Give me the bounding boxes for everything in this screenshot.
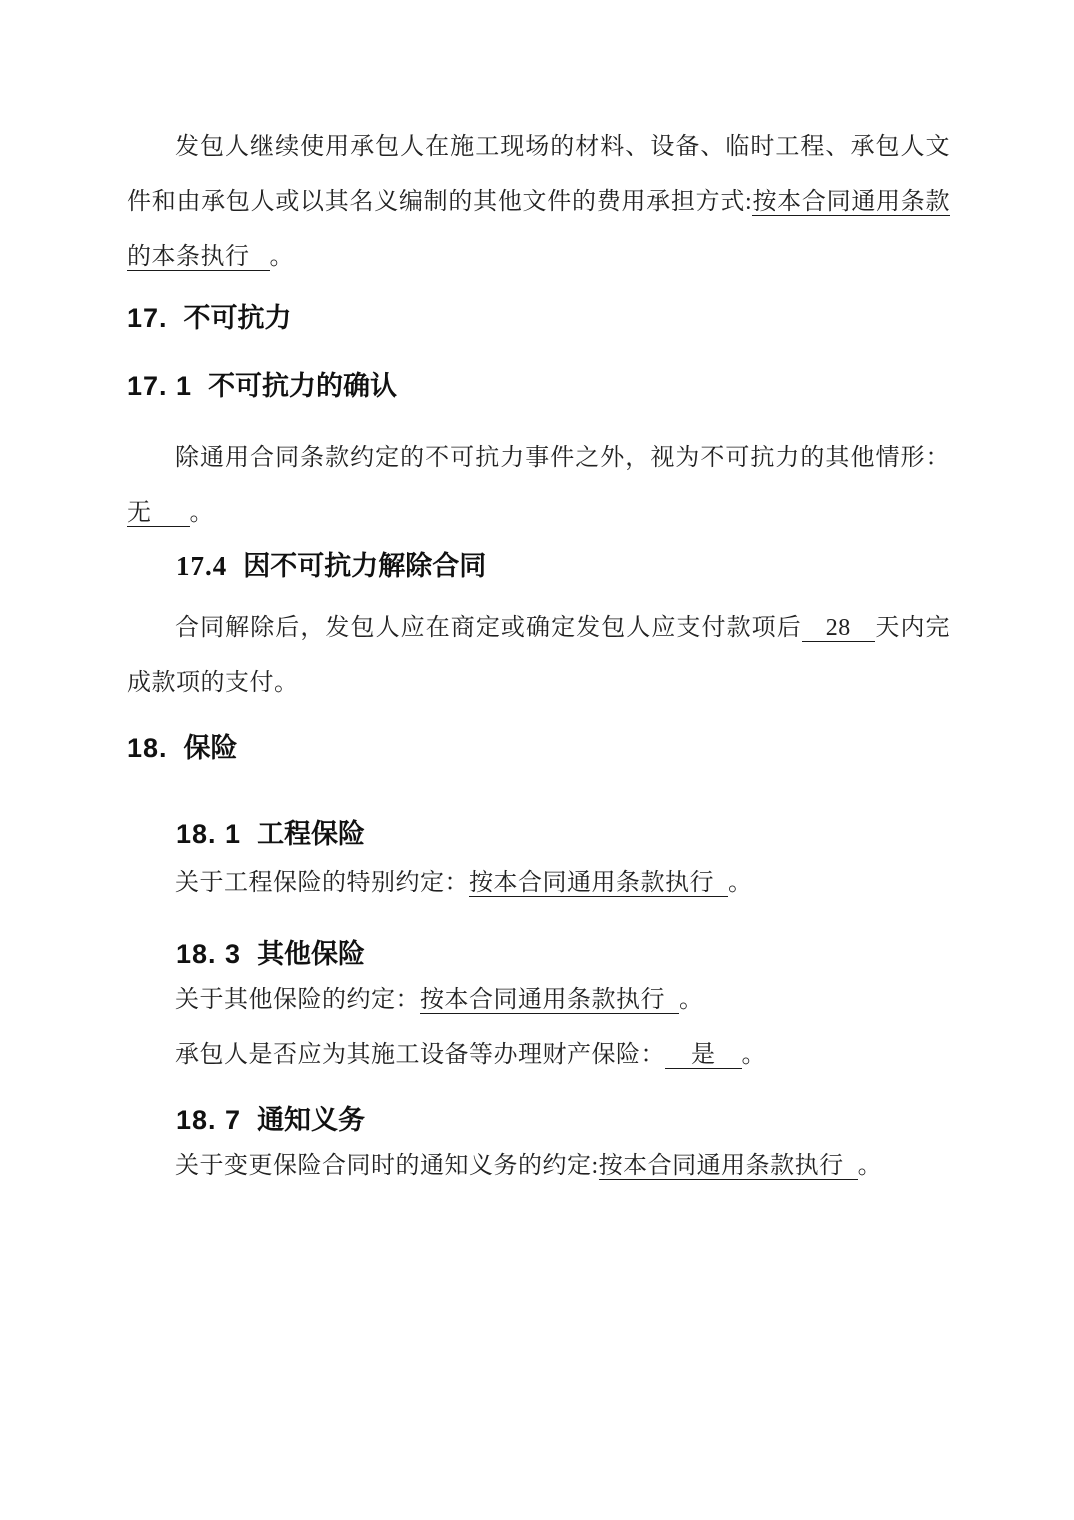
heading-number: 17.4 bbox=[176, 551, 228, 581]
heading-number: 18. 3 bbox=[176, 939, 242, 969]
paragraph-text: 。 bbox=[728, 870, 753, 896]
paragraph-notice-obligation-agreement bbox=[127, 1139, 950, 1194]
heading-number: 18. 7 bbox=[176, 1105, 242, 1135]
filled-blank-underline: 按本合同通用条款执行 bbox=[599, 1153, 858, 1180]
filled-blank-underline: 28 bbox=[802, 615, 875, 642]
paragraph-site-materials-cost bbox=[127, 120, 950, 285]
paragraph-text: 。 bbox=[857, 1153, 883, 1179]
paragraph-text: 关于其他保险的约定： bbox=[175, 987, 420, 1013]
heading-18-3-other-insurance bbox=[176, 937, 950, 971]
paragraph-text: 。 bbox=[189, 500, 214, 526]
heading-number: 18. bbox=[127, 733, 168, 763]
paragraph-force-majeure-other-cases bbox=[127, 431, 950, 541]
paragraph-text: 关于变更保险合同时的通知义务的约定: bbox=[175, 1153, 599, 1179]
paragraph-text: 。 bbox=[269, 244, 294, 270]
heading-18-7-notice-obligation bbox=[176, 1103, 950, 1137]
filled-blank-underline: 按本合同通用条款执行 bbox=[469, 870, 728, 897]
paragraph-text: 发包人继续使用承包人在施工现场的材料、设备、临时工程、承包人文件和由承包人或以其名义编制的其他文件的费用承担方式: bbox=[127, 134, 950, 215]
paragraph-engineering-insurance-agreement bbox=[127, 856, 950, 911]
heading-17-force-majeure bbox=[127, 301, 950, 335]
heading-17-1-force-majeure-confirmation bbox=[127, 369, 950, 403]
heading-18-insurance bbox=[127, 731, 950, 765]
heading-title: 不可抗力的确认 bbox=[208, 371, 398, 401]
heading-18-1-engineering-insurance bbox=[176, 817, 950, 851]
paragraph-termination-payment-days bbox=[127, 601, 950, 711]
heading-title: 保险 bbox=[183, 733, 238, 763]
paragraph-contractor-property-insurance bbox=[127, 1028, 950, 1083]
heading-number: 18. 1 bbox=[176, 819, 242, 849]
filled-blank-underline: 无 bbox=[127, 500, 190, 527]
filled-blank-underline: 按本合同通用条款的本条执行 bbox=[127, 189, 950, 270]
filled-blank-underline: 是 bbox=[665, 1042, 742, 1069]
heading-title: 不可抗力 bbox=[183, 303, 292, 333]
heading-title: 工程保险 bbox=[257, 819, 366, 849]
paragraph-other-insurance-agreement bbox=[127, 973, 950, 1028]
paragraph-text: 承包人是否应为其施工设备等办理财产保险： bbox=[175, 1042, 665, 1068]
heading-number: 17. 1 bbox=[127, 371, 193, 401]
heading-title: 通知义务 bbox=[257, 1105, 366, 1135]
paragraph-text: 。 bbox=[741, 1042, 766, 1068]
paragraph-text: 关于工程保险的特别约定： bbox=[175, 870, 469, 896]
paragraph-text: 除通用合同条款约定的不可抗力事件之外，视为不可抗力的其他情形： bbox=[175, 445, 950, 471]
heading-title: 因不可抗力解除合同 bbox=[243, 551, 487, 581]
heading-number: 17. bbox=[127, 303, 168, 333]
heading-17-4-termination-by-force-majeure bbox=[176, 549, 950, 583]
paragraph-text: 合同解除后，发包人应在商定或确定发包人应支付款项后 bbox=[175, 615, 802, 641]
filled-blank-underline: 按本合同通用条款执行 bbox=[420, 987, 679, 1014]
paragraph-text: 天内完成款项的支付。 bbox=[127, 615, 951, 696]
heading-title: 其他保险 bbox=[257, 939, 366, 969]
paragraph-text: 。 bbox=[679, 987, 704, 1013]
